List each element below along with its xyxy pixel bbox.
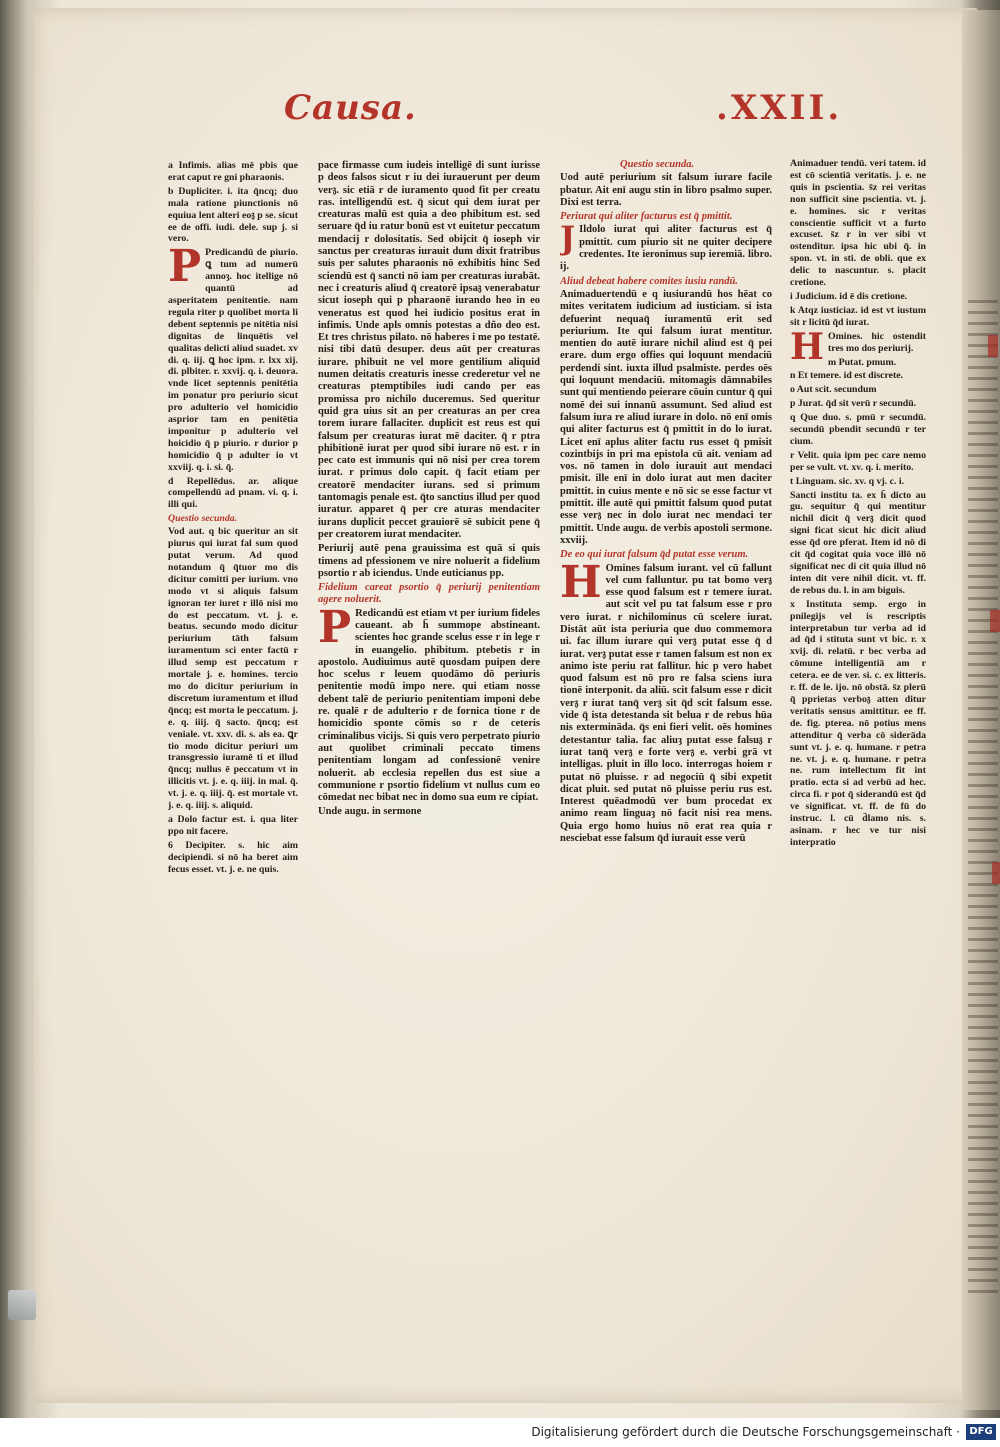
gloss-paragraph: x Instituta semp. ergo in pnilegijs vel is rescriptis interpretabun tur verba ad id ad q̄d i stituta sunt vt bic. r. x xvij. di. relatū. r bec verba ad cōmune intelligentiā am r cetera. ee de ver. si. c. ex litteris. r. ff. de le. ijo. nō obstā. s̄z plerū q̄ pprietas verbo𝔷 atten ditur veritatis sensus amittitur. ee ff. de. fig. pterea. nō potius mens attenditur q̄ verba cō siderāda sunt vt. j. e. q. humane. r petra ne. vt. j. e. q. humane. r petra ne. rum intellectum fit int pratio. ecta si ad verbū ad hec. circa fi. r pot q̄ siderandū est q̄d ve significat. vt. ff. de fū do instruc. l. cū d̄lamo nis. s. asinam. r hec ve tur nisi interpratio: [790, 598, 926, 848]
rubric-heading: Periurat qui aliter facturus est q̄ pmittit.: [560, 211, 733, 223]
text-paragraph: Unde augu. in sermone: [318, 806, 422, 818]
text-paragraph: Periurij autē pena grauissima est quā si quis timens ad pfessionem ve nire noluerit a fidelium psortio r ab iciendus. Unde euticianus pp.: [318, 543, 540, 579]
gloss-paragraph: n Et temere. id est discrete.: [790, 370, 904, 382]
gloss-paragraph: k Atqz iusticiaz. id est vt iustum sit r licitū q̄d iurat.: [790, 304, 926, 328]
gloss-paragraph: Vod aut. q bic queritur an sit piurus qui iurat fal sum quod putat verum. Ad quod notandum q̄ q̄tuor mo dis dicitur comitti per iurium. vno modo vt si aliquis falsum ignoran ter iuret r illō nisi mo do est peccatum. vt. j. e. beatus. secundo modo dicitur periurium tāth falsum iuramentum sci enter factū r illud semp est peccatum r mortale j. e. homines. tercio mo do dicitur periurium in discretum iuramentum et illud q̄ncq; est morta le peccatum. j. e. q. iiij. q̄ sacto. q̄ncq; est veniale. vt. xxv. di. s. als ea. ꝗr tio modo dicitur periuri um transgressio iuramē ti et illud q̄ncq; nullus ē peccatum vt in illicitis vt. j. e. q. iiij. in mal. q̄. vt. j. e. q. iiij. q̄. est mortale vt. j. e. q. iiij. s. aliquid.: [168, 526, 298, 812]
facing-page-red-mark: [990, 610, 1000, 632]
text-paragraph: [560, 219, 772, 273]
gloss-paragraph: o Aut scit. secundum: [790, 384, 877, 396]
digitization-footer: [0, 1418, 1000, 1447]
gloss-column-left: [168, 160, 298, 1178]
gloss-paragraph: p Jurat. q̄d sit verū r secundū.: [790, 398, 917, 410]
text-paragraph: [318, 601, 540, 805]
running-head-right: .XXII.: [716, 88, 843, 128]
facing-page-text-bleed: [968, 300, 998, 1300]
text-column-middle: [318, 160, 540, 1200]
initial-letter: P: [318, 601, 352, 653]
gloss-paragraph: [168, 241, 298, 473]
rubric-heading: Questio secunda.: [620, 159, 695, 170]
text-column-right: [560, 158, 772, 1210]
rubric-heading: Aliud debeat habere comites iusiu randū.: [560, 275, 738, 287]
initial-letter: H: [790, 325, 825, 368]
running-head-left: Causa.: [284, 88, 417, 128]
text-body: Omines falsum iurant. vel cū fallunt vel cum falluntur. pu tat bomo ver𝔷 esse quod falsum est r temere iurat. aut scit vel pu tat falsum esse r pro vero iurat. r nichilominus cū scelere iurat. Distāt aūt ista periuria que duo commemora ui. fac illum iurare qui ver𝔷 putat esse q̄ d iurat. ver𝔷 putat esse r tamen falsum est non ex animo iste periu rat fallitur. hic p vero habet quod falsum est nō pro re falsa sciens iura tionē interponit. da aliū. scit falsum esse r dicit ver𝔷 r iurat tanq̄ ver𝔷 sit q̄d scit falsum esse. vide q̄ ista detestanda sit belua r de rebus hūa nis extermināda. q̄s eni fieri velit. oēs homines detestantur talia. fac aliuȝ putat esse falsu𝔷 r iurat tanq̄ ver𝔷 e forte ver𝔷 e. verbi grā vt intelligas. pluit in illo loco. interrogas hoiem r putat nō pluisse. r ad negociū q̄ sibi expetit dicat pluit. sed putat nō pluisse periu rus est. Interest quēadmodū ver bum procedat ex animo ream linguaȝ nō facit nisi rea mens. Quia ergo homo huius nō erat rea quia r nesciebat esse falsum q̄d iurauit esse verū: [560, 562, 772, 845]
gloss-paragraph: b Dupliciter. i. ita q̄ncq; duo mala ratione piunctionis nō equiua lent alteri eo𝔷 p se. sicut ee de offi. iudi. dele. sup j. si vero.: [168, 185, 298, 245]
gloss-paragraph: t Linguam. sic. xv. q vj. c. i.: [790, 475, 905, 487]
initial-letter: H: [560, 556, 602, 608]
gloss-paragraph: 6 Decipiter. s. hic aim decipiendi. si nō ha beret aim fecus esset. vt. j. e. ne quis.: [168, 839, 298, 875]
gloss-paragraph: Sancti institu ta. ex h̄ dicto au gu. sequitur q̄ qui mentitur nichil dicit q̄ ver𝔷 dicit quod signi ficat sicut hic dicit aliud esse q̄d ore pferat. Item id nō di cit q̄d cogitat quia voce illō nō significat nec di cit quia illud nō inten dit vere nihil dicit. vt. ff. de rebus du. l. in am biguis.: [790, 489, 926, 596]
text-paragraph: Uod autē periurium sit falsum iurare facile pbatur. Ait enī augu stin in libro psalmo super. Dixi est terra.: [560, 172, 772, 208]
gloss-paragraph: Animaduer tendū. veri tatem. id est cō scientiā veritatis. j. e. ne quis in pscientia. s̄z rei veritas non sufficit sine pscientia. vt. j. e. homines. sic r veritas conscientie sufficit vt a furto excuset. s̄z r in ver sibi vt ostenditur. ipsa hic ubi q̄. in spon. vt. in sti. de obli. que ex delic to nascuntur. s. placit cretione.: [790, 158, 926, 289]
text-paragraph: Animaduertendū e q iusiurandū hos hēat co mites veritatem iudicium ad iusticiam. si ista defuerint nequaq̄ iuramentū erit sed periurium. Ite qui falsum iurat mentitur. mentien do autē iurare nichil aliud est q̄ pei erare. dum ergo offies qui loquunt mendaciū perdendi sint. iuxta illud psalmiste. perdes oēs qui loquunt mendaciū. mitomagis dāmnabiles sunt qui mentiendo peierare cōuin cuntur q̄ qui nomē dei sui innanū assumunt. Sed aliud est falsum iura re aliud iurare in dolo. nō enī omis qui aliter facturus est q̄ pmittit in do lo iurat. Licet enī aplus aliter factu rus esset q̄ pmisit cozintbijs in pri ma epistola cū ait. veniam ad vos. nō tamen in dolo iurauit aut mendaci pmisit. ille enī in dolo iurat aut men daciter pmittit. in cuius mente e nō sic se esse factur vt pmittit. ille autē qui pmittit falsum quod putat esse ver𝔷 nec in dolo iurat nec mendaci ter pmittit. Unde augu. de verbis apostoli sermone. xxviij.: [560, 288, 772, 546]
rubric-heading: De eo qui iurat falsum q̄d putat esse verum.: [560, 549, 749, 561]
gloss-paragraph: i Judicium. id ē dis cretione.: [790, 290, 908, 302]
rubric-heading: Fidelium careat psortio q̄ periurij penitentiam agere noluerit.: [318, 582, 540, 606]
gloss-text: Predicandū de piurio. ꝗ tum ad numerū annoȝ. hoc itellige nō quantū ad asperitatem penitentie. nam regula riter p quolibet morta li debent septennis pe nitētia nisi dignitas de linquētis vel qualitas delicti aliud suadet. xv di. q. iij. ꝗ hoc ipm. r. lxx xij. di. plbiter. r. xxvij. q. i. deuora. vnde licet septennis penitētia im ponatur pro periurio sicut pro adulterio vel homicidio asprior tam en penitētia imponitur p adulterio vel hoicidio q̄ p piurio. r durior p homicidio q̄ p adulter io vt xxviij. q. i. si. q̄.: [168, 247, 298, 473]
rubric-heading: Questio secunda.: [168, 513, 238, 525]
facing-page-red-mark: [992, 862, 1000, 884]
dfg-logo: DFG: [966, 1424, 996, 1440]
bookmark-tab: [8, 1290, 36, 1320]
gloss-text: Omines. hic ostendit tres mo dos periurij.: [828, 330, 926, 354]
gloss-paragraph: m Putat. pmum.: [828, 356, 897, 368]
text-body: Redicandū est etiam vt per iurium fideles caueant. ab h̄ summope abstineant. scientes hoc grande scelus esse r in lege r in euangelio. phibitum. ptebetis r in apostolo. Audiuimus autē quosdam puipen dere hoc scelus r leuem quodāmo dō periuris penitentie modū impo nere. qui etiam nosse debent talē de periurio penitentiam imponi debe re. qualē r de adulterio r de fornica tione r de homicidio sponte cōmis so r de ceteris criminalibus vicijs. Si quis vero perpetrato piurio aut quolibet criminali peccato timens penitentiam longam ad confessionē venire noluerit. ab ecclesia repellen dus est siue a communione r psortio fidelium vt nullus cum eo cōmedat nec bibat nec in domo sua eum re cipiat.: [318, 607, 540, 804]
gloss-paragraph: d Repellēdus. ar. alique compellendū ad pnam. vi. q. i. illi qui.: [168, 475, 298, 511]
gloss-paragraph: a Dolo factur est. i. qua liter ppo nit facere.: [168, 813, 298, 837]
footer-credit: Digitalisierung gefördert durch die Deutsche Forschungsgemeinschaft ·: [531, 1425, 960, 1439]
initial-letter: J: [560, 219, 576, 258]
text-body: Ildolo iurat qui aliter facturus est q̄ pmittit. cum piurio sit ne quiter decipere credentes. Ite ieronimus sup ieremiā. libro. ij.: [560, 224, 772, 273]
facing-page-red-mark: [988, 335, 998, 357]
gloss-paragraph: r Velit. quia ipm pec care nemo per se vult. vt. xv. q. i. merito.: [790, 449, 926, 473]
text-paragraph: pace firmasse cum iudeis intelligē di sunt iurisse p deos falsos sicut r iu dei iurauerunt per deum ver𝔷. sic etiā r de iuramento quod fit per creatu ras. intelligendū est. q̄ sicut qui dem iurat per creaturas malū est quia a deo phibitum est. sed seruare q̄d iu ratur bonū est vt euitetur peccatum mendacij r dolositatis. Sed obijcit q̄ ioseph vir sanctus per creaturas iurauit dum dixit fratribus suis per salutes pharaonis nō exhibitis hinc Sed sciendū est q̄ sancti nō iam per creaturas iurabāt. nec i creaturis aliud q̄ creatorē ipsa𝔷 venerabatur sicut ioseph qui p pharaonē iurando heo in eo veneratus est quod hei iudicio positus erat in infimis. Unde apls omnis potestas a dño deo est. Et tres christus pilato. nō haberes i me po testatē. nisi tibi datū desuper. deus aūt per creaturas iurare. phibuit ne vel more gentilium aliquid numen deitatis creaturis inesse crederetur vel ne creaturas ptemptibiles iudi cando per eas promissa pro nichilo duceremus. Sed queritur quid gra uius sit an per creaturas an per crea torem iurare fallaciter. duplicit est reus est qui falsum per creaturas iurat mē daciter. q̄ r ptra phibitionē iurat per quod sibi iurare nō est. r in pec cato est immunis qui nō nisi per crea torem iurat. r primus dolo capit. q̄ facit etiam per creatorē mendaciter iurans. sed si primum tantomagis penale est. q̄to sanctius illud per quod iuratur. apparet q̄ per cre aturas mendaciter iurans duplicit peccet grauiorē sē subicit pene q̄ per creatorem iurat mendaciter.: [318, 160, 540, 540]
gloss-column-right: [790, 158, 926, 1210]
initial-letter: P: [168, 241, 202, 293]
text-paragraph: [560, 556, 772, 846]
gloss-paragraph: a Infimis. alias mē pbis que erat caput re gni pharaonis.: [168, 160, 298, 183]
gloss-paragraph: q Que duo. s. pmū r secundū. secundū pbendit secundū r ter cium.: [790, 412, 926, 447]
